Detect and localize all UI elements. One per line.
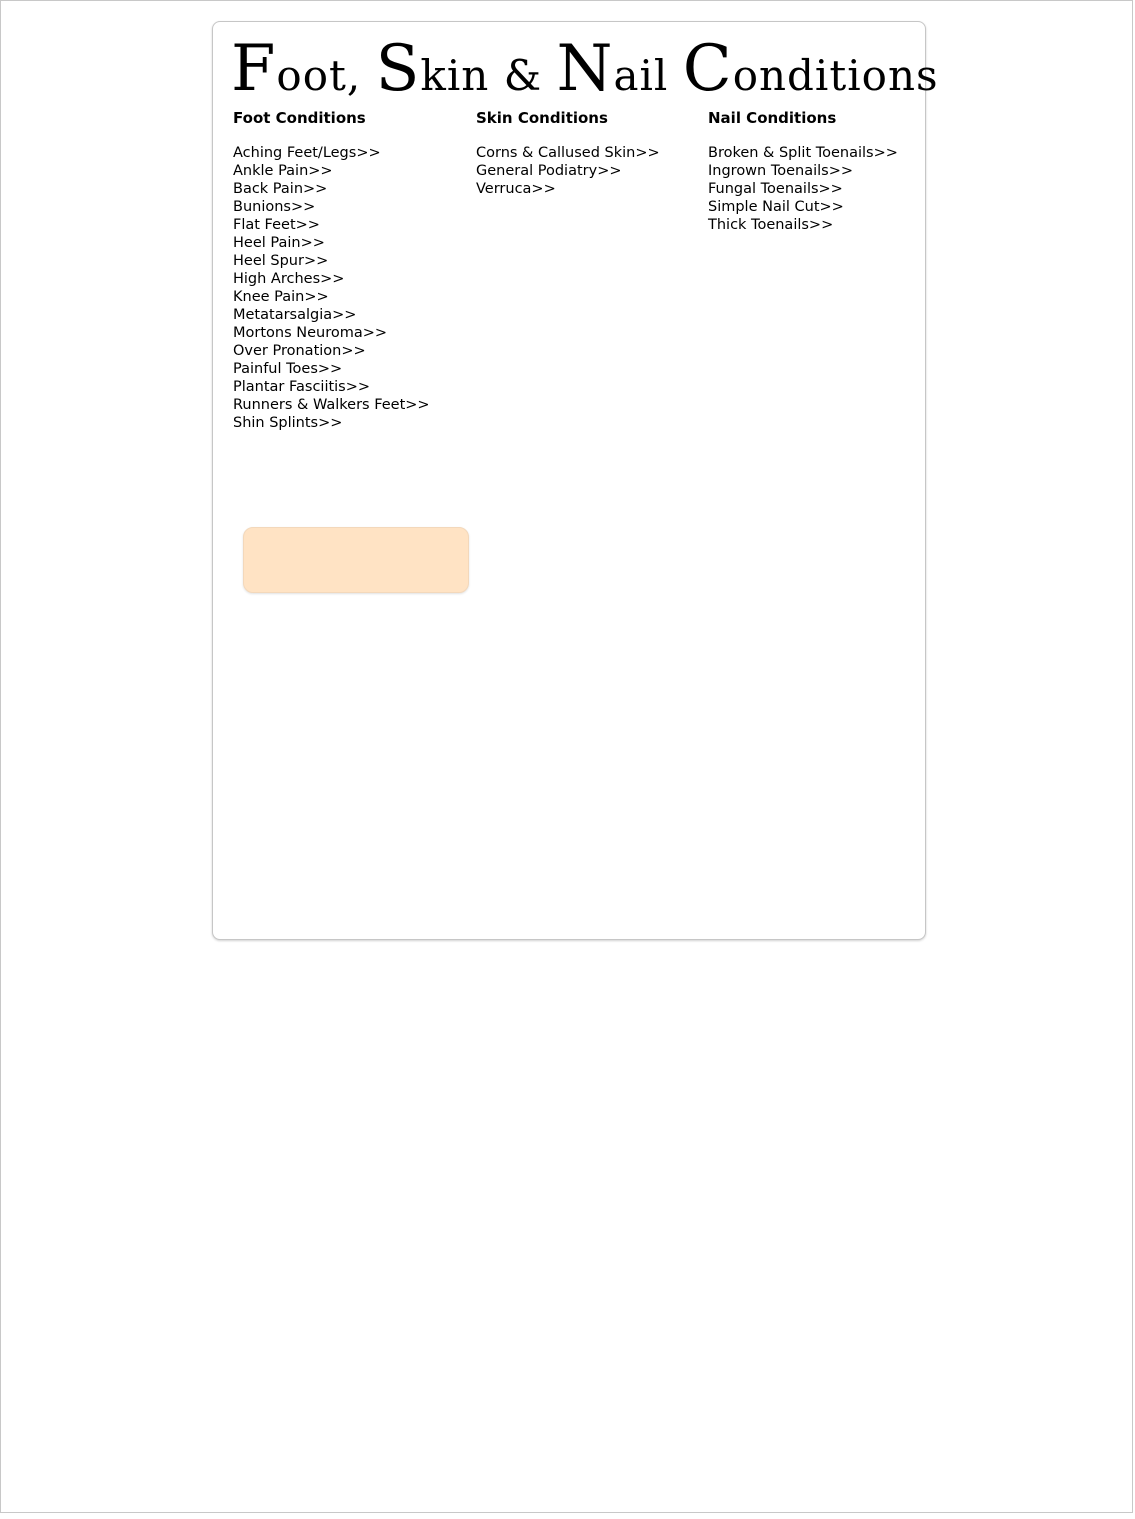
- link-fungal-toenails[interactable]: Fungal Toenails>>: [708, 181, 843, 197]
- link-bunions[interactable]: Bunions>>: [233, 199, 316, 215]
- skin-conditions-list: [476, 144, 704, 198]
- foot-conditions-heading: Foot Conditions: [233, 109, 366, 127]
- link-heel-spur[interactable]: Heel Spur>>: [233, 253, 329, 269]
- link-plantar-fasciitis[interactable]: Plantar Fasciitis>>: [233, 379, 371, 395]
- skin-conditions-column: [476, 108, 704, 198]
- title-word-conditions: Conditions: [682, 32, 939, 106]
- foot-conditions-list: [233, 144, 473, 432]
- link-ingrown-toenails[interactable]: Ingrown Toenails>>: [708, 163, 854, 179]
- foot-conditions-column: [233, 108, 473, 432]
- title-word-skin: Skin: [375, 32, 504, 106]
- link-over-pronation[interactable]: Over Pronation>>: [233, 343, 366, 359]
- link-heel-pain[interactable]: Heel Pain>>: [233, 235, 325, 251]
- link-ankle-pain[interactable]: Ankle Pain>>: [233, 163, 333, 179]
- link-thick-toenails[interactable]: Thick Toenails>>: [708, 217, 834, 233]
- link-flat-feet[interactable]: Flat Feet>>: [233, 217, 320, 233]
- title-ampersand: &: [503, 51, 557, 100]
- content-card: [212, 21, 939, 940]
- link-shin-splints[interactable]: Shin Splints>>: [233, 415, 343, 431]
- nail-conditions-column: [708, 108, 923, 234]
- link-corns-callused-skin[interactable]: Corns & Callused Skin>>: [476, 145, 660, 161]
- link-high-arches[interactable]: High Arches>>: [233, 271, 345, 287]
- link-simple-nail-cut[interactable]: Simple Nail Cut>>: [708, 199, 844, 215]
- nail-conditions-heading: Nail Conditions: [708, 109, 837, 127]
- link-aching-feet-legs[interactable]: Aching Feet/Legs>>: [233, 145, 381, 161]
- link-painful-toes[interactable]: Painful Toes>>: [233, 361, 343, 377]
- link-broken-split-toenails[interactable]: Broken & Split Toenails>>: [708, 145, 898, 161]
- link-general-podiatry[interactable]: General Podiatry>>: [476, 163, 622, 179]
- title-word-nail: Nail: [556, 32, 683, 106]
- link-verruca[interactable]: Verruca>>: [476, 181, 556, 197]
- nail-conditions-list: [708, 144, 923, 234]
- page-title: [231, 34, 939, 111]
- link-knee-pain[interactable]: Knee Pain>>: [233, 289, 329, 305]
- promo-box: [243, 527, 469, 593]
- link-runners-walkers-feet[interactable]: Runners & Walkers Feet>>: [233, 397, 430, 413]
- link-back-pain[interactable]: Back Pain>>: [233, 181, 328, 197]
- title-word-foot: Foot,: [231, 32, 376, 106]
- link-metatarsalgia[interactable]: Metatarsalgia>>: [233, 307, 357, 323]
- link-mortons-neuroma[interactable]: Mortons Neuroma>>: [233, 325, 388, 341]
- skin-conditions-heading: Skin Conditions: [476, 109, 608, 127]
